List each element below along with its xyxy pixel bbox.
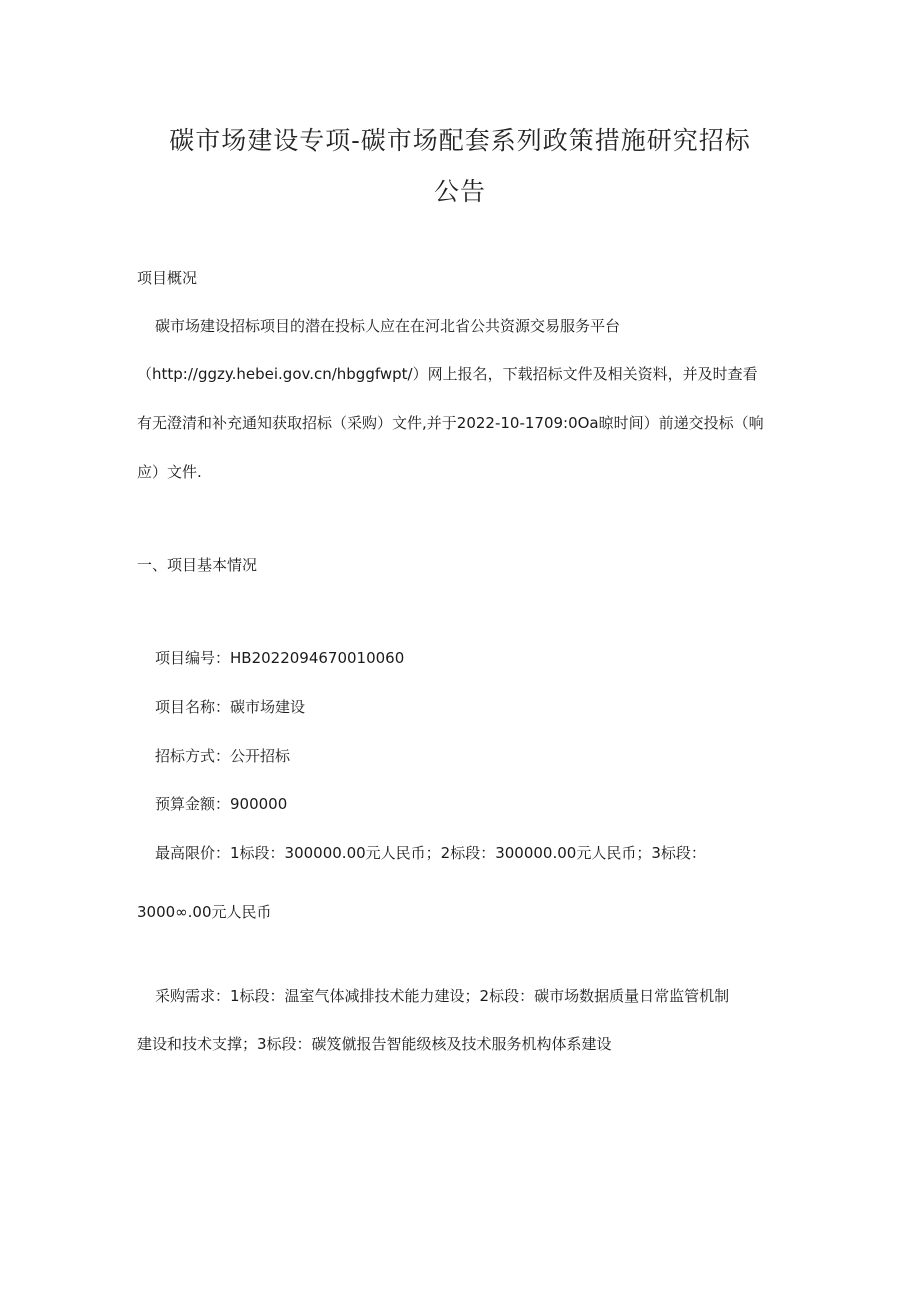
budget-amount: 预算金额：900000 (155, 795, 288, 813)
bidding-method: 招标方式：公开招标 (155, 747, 291, 765)
document-title-line-1: 碳市场建设专项-碳市场配套系列政策措施研究招标 (169, 126, 751, 155)
procurement-demand-line: 建设和技术支撑；3标段：碳笈僦报告智能级核及技术服务机构体系建设 (137, 1035, 612, 1053)
section-heading: 一、项目基本情况 (137, 556, 258, 574)
overview-paragraph-line: 有无澄清和补充通知获取招标（采购）文件,并于2022-10-1709:0Oa晾时间）前递交投标（响 (137, 414, 764, 432)
procurement-demand-line: 采购需求：1标段：温室气体减排技术能力建设；2标段：碳市场数据质量日常监管机制 (155, 987, 730, 1005)
overview-paragraph-line: （http://ggzy.hebei.gov.cn/hbggfwpt/）网上报名，下载招标文件及相关资料，并及时查看 (137, 365, 758, 383)
overview-paragraph-line: 碳市场建设招标项目的潜在投标人应在在河北省公共资源交易服务平台 (155, 317, 621, 335)
overview-heading: 项目概况 (137, 269, 198, 287)
project-number: 项目编号：HB2022094670010060 (155, 649, 405, 667)
overview-paragraph-line: 应）文件. (137, 463, 202, 481)
max-price-line: 最高限价：1标段：300000.00元人民币；2标段：300000.00元人民币；3标段： (155, 844, 706, 862)
max-price-line: 3000∞.00元人民币 (137, 903, 272, 921)
document-title-line-2: 公告 (433, 177, 486, 206)
project-name: 项目名称：碳市场建设 (155, 698, 306, 716)
